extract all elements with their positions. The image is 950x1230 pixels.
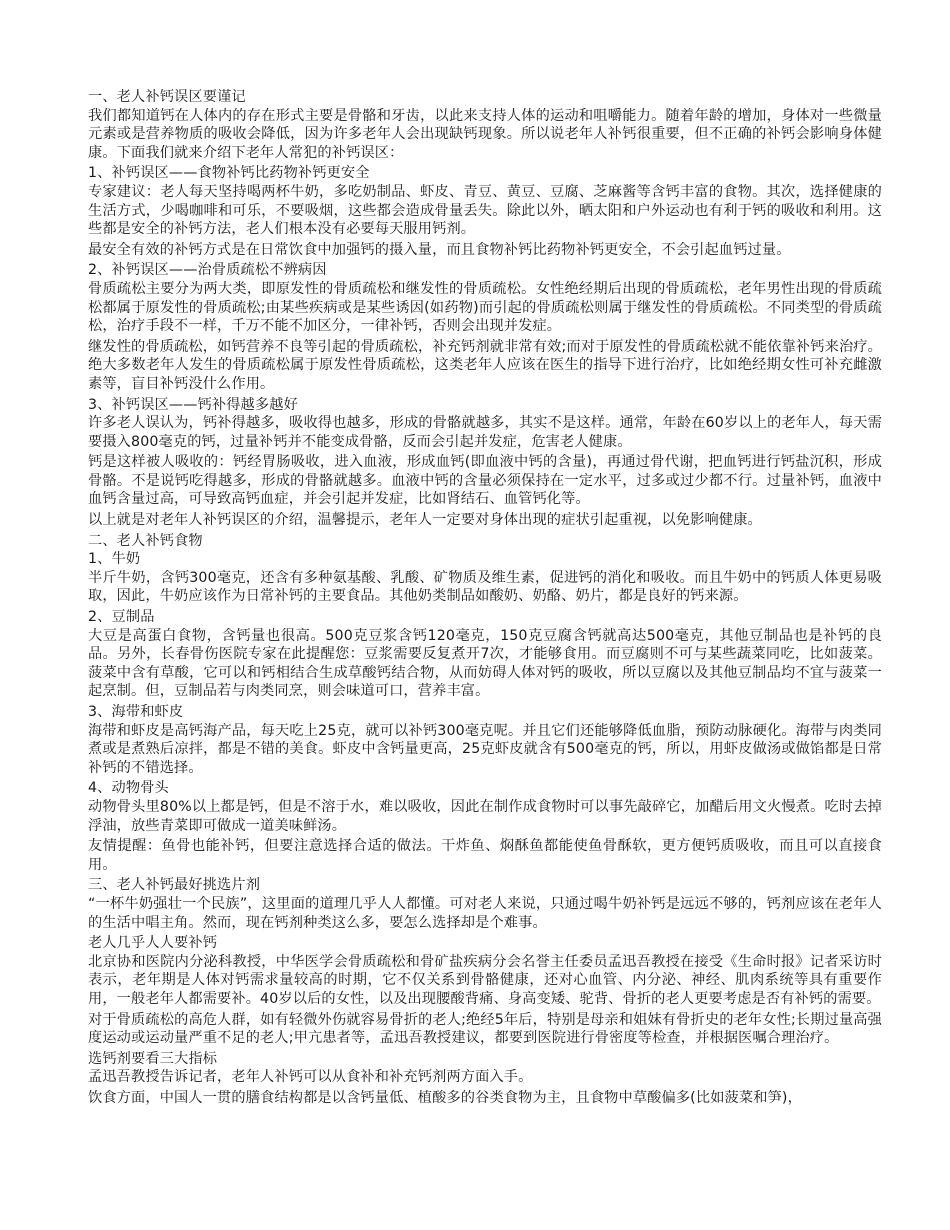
paragraph: 饮食方面，中国人一贯的膳食结构都是以含钙量低、植酸多的谷类食物为主，且食物中草酸偏多(比如菠菜和笋)， — [88, 1089, 802, 1106]
subheading: 选钙剂要看三大指标 — [88, 1050, 218, 1067]
subheading: 3、海带和虾皮 — [88, 704, 184, 720]
paragraph: 许多老人误认为，钙补得越多，吸收得也越多，形成的骨骼就越多，其实不是这样。通常，年龄在60岁以上的老年人，每天需要摄入800毫克的钙，过量补钙并不能变成骨骼，反而会引起并发症，危害老人健康。 — [88, 415, 882, 450]
paragraph: 继发性的骨质疏松，如钙营养不良等引起的骨质疏松，补充钙剂就非常有效;而对于原发性的骨质疏松就不能依靠补钙来治疗。绝大多数老年人发生的骨质疏松属于原发性骨质疏松，这类老年人应该在医生的指导下进行治疗，比如绝经期女性可补充雌激素等，盲目补钙没什么作用。 — [88, 338, 882, 392]
paragraph: 半斤牛奶，含钙300毫克，还含有多种氨基酸、乳酸、矿物质及维生素，促进钙的消化和吸收。而且牛奶中的钙质人体更易吸取，因此，牛奶应该作为日常补钙的主要食品。其他奶类制品如酸奶、奶酪、奶片，都是良好的钙来源。 — [88, 569, 882, 605]
paragraph: 大豆是高蛋白食物，含钙量也很高。500克豆浆含钙120毫克，150克豆腐含钙就高达500毫克，其他豆制品也是补钙的良品。另外，长春骨伤医院专家在此提醒您：豆浆需要反复煮开7次，才能够食用。而豆腐则不可与某些蔬菜同吃，比如菠菜。菠菜中含有草酸，它可以和钙相结合生成草酸钙结合物，从而妨碍人体对钙的吸收，所以豆腐以及其他豆制品均不宜与菠菜一起烹制。但，豆制品若与肉类同烹，则会味道可口，营养丰富。 — [88, 627, 882, 700]
subheading: 2、补钙误区——治骨质疏松不辨病因 — [88, 262, 327, 279]
subheading: 4、动物骨头 — [88, 780, 169, 797]
paragraph: 孟迅吾教授告诉记者，老年人补钙可以从食补和补充钙剂两方面入手。 — [88, 1069, 533, 1086]
subheading: 2、豆制品 — [88, 609, 155, 626]
subheading: 1、牛奶 — [88, 551, 141, 568]
paragraph: 最安全有效的补钙方式是在日常饮食中加强钙的摄入量，而且食物补钙比药物补钙更安全，不会引起血钙过量。 — [88, 241, 791, 258]
heading-section-1: 一、老人补钙误区要谨记 — [88, 89, 246, 105]
paragraph: 对于骨质疏松的高危人群，如有轻微外伤就容易骨折的老人;绝经5年后，特别是母亲和姐妹有骨折史的老年女性;长期过量高强度运动或运动量严重不足的老人;甲亢患者等，孟迅吾教授建议，都要到医院进行骨密度等检查，并根据医嘱合理治疗。 — [88, 1011, 882, 1047]
paragraph: 以上就是对老年人补钙误区的介绍，温馨提示，老年人一定要对身体出现的症状引起重视，以免影响健康。 — [88, 512, 762, 529]
paragraph: 钙是这样被人吸收的：钙经胃肠吸收，进入血液，形成血钙(即血液中钙的含量)，再通过骨代谢，把血钙进行钙盐沉积，形成骨骼。不是说钙吃得越多，形成的骨骼就越多。血液中钙的含量必须保持在一定水平，过多或过少都不行。过量补钙，血液中血钙含量过高，可导致高钙血症，并会引起并发症，比如肾结石、血管钙化等。 — [88, 454, 882, 508]
paragraph: “一杯牛奶强壮一个民族”，这里面的道理几乎人人都懂。可对老人来说，只通过喝牛奶补钙是远远不够的，钙剂应该在老年人的生活中唱主角。然而，现在钙剂种类这么多，要怎么选择却是个难事。 — [88, 895, 882, 931]
heading-section-3: 三、老人补钙最好挑选片剂 — [88, 877, 261, 894]
paragraph: 我们都知道钙在人体内的存在形式主要是骨骼和牙齿，以此来支持人体的运动和咀嚼能力。随着年龄的增加，身体对一些微量元素或是营养物质的吸收会降低，因为许多老年人会出现缺钙现象。所以说老年人补钙很重要，但不正确的补钙会影响身体健康。下面我们就来介绍下老年人常犯的补钙误区： — [88, 107, 882, 161]
subheading: 1、补钙误区——食物补钙比药物补钙更安全 — [88, 165, 370, 182]
paragraph: 北京协和医院内分泌科教授，中华医学会骨质疏松和骨矿盐疾病分会名誉主任委员孟迅吾教授在接受《生命时报》记者采访时表示，老年期是人体对钙需求量较高的时期，它不仅关系到骨骼健康，还对心血管、内分泌、神经、肌肉系统等具有重要作用，一般老年人都需要补。40岁以后的女性，以及出现腰酸背痛、身高变矮、驼背、骨折的老人更要考虑是否有补钙的需要。 — [88, 953, 882, 1007]
paragraph: 友情提醒：鱼骨也能补钙，但要注意选择合适的做法。干炸鱼、焖酥鱼都能使鱼骨酥软，更方便钙质吸收，而且可以直接食用。 — [88, 838, 882, 873]
paragraph: 动物骨头里80%以上都是钙，但是不溶于水，难以吸收，因此在制作成食物时可以事先敲碎它，加醋后用文火慢煮。吃时去掉浮油，放些青菜即可做成一道美味鲜汤。 — [88, 798, 882, 834]
paragraph: 海带和虾皮是高钙海产品，每天吃上25克，就可以补钙300毫克呢。并且它们还能够降低血脂，预防动脉硬化。海带与肉类同煮或是煮熟后凉拌，都是不错的美食。虾皮中含钙量更高，25克虾皮就含有500毫克的钙，所以，用虾皮做汤或做馅都是日常补钙的不错选择。 — [88, 722, 882, 776]
subheading: 老人几乎人人要补钙 — [88, 935, 218, 952]
paragraph: 专家建议：老人每天坚持喝两杯牛奶，多吃奶制品、虾皮、青豆、黄豆、豆腐、芝麻酱等含钙丰富的食物。其次，选择健康的生活方式，少喝咖啡和可乐，不要吸烟，这些都会造成骨量丢失。除此以外，晒太阳和户外运动也有利于钙的吸收和利用。这些都是安全的补钙方法，老人们根本没有必要每天服用钙剂。 — [88, 183, 882, 238]
heading-section-2: 二、老人补钙食物 — [88, 532, 203, 549]
paragraph: 骨质疏松主要分为两大类，即原发性的骨质疏松和继发性的骨质疏松。女性绝经期后出现的骨质疏松，老年男性出现的骨质疏松都属于原发性的骨质疏松;由某些疾病或是某些诱因(如药物)而引起的骨质疏松则属于继发性的骨质疏松。不同类型的骨质疏松，治疗手段不一样，千万不能不加区分，一律补钙，否则会出现并发症。 — [88, 280, 882, 335]
subheading: 3、补钙误区——钙补得越多越好 — [88, 396, 298, 413]
